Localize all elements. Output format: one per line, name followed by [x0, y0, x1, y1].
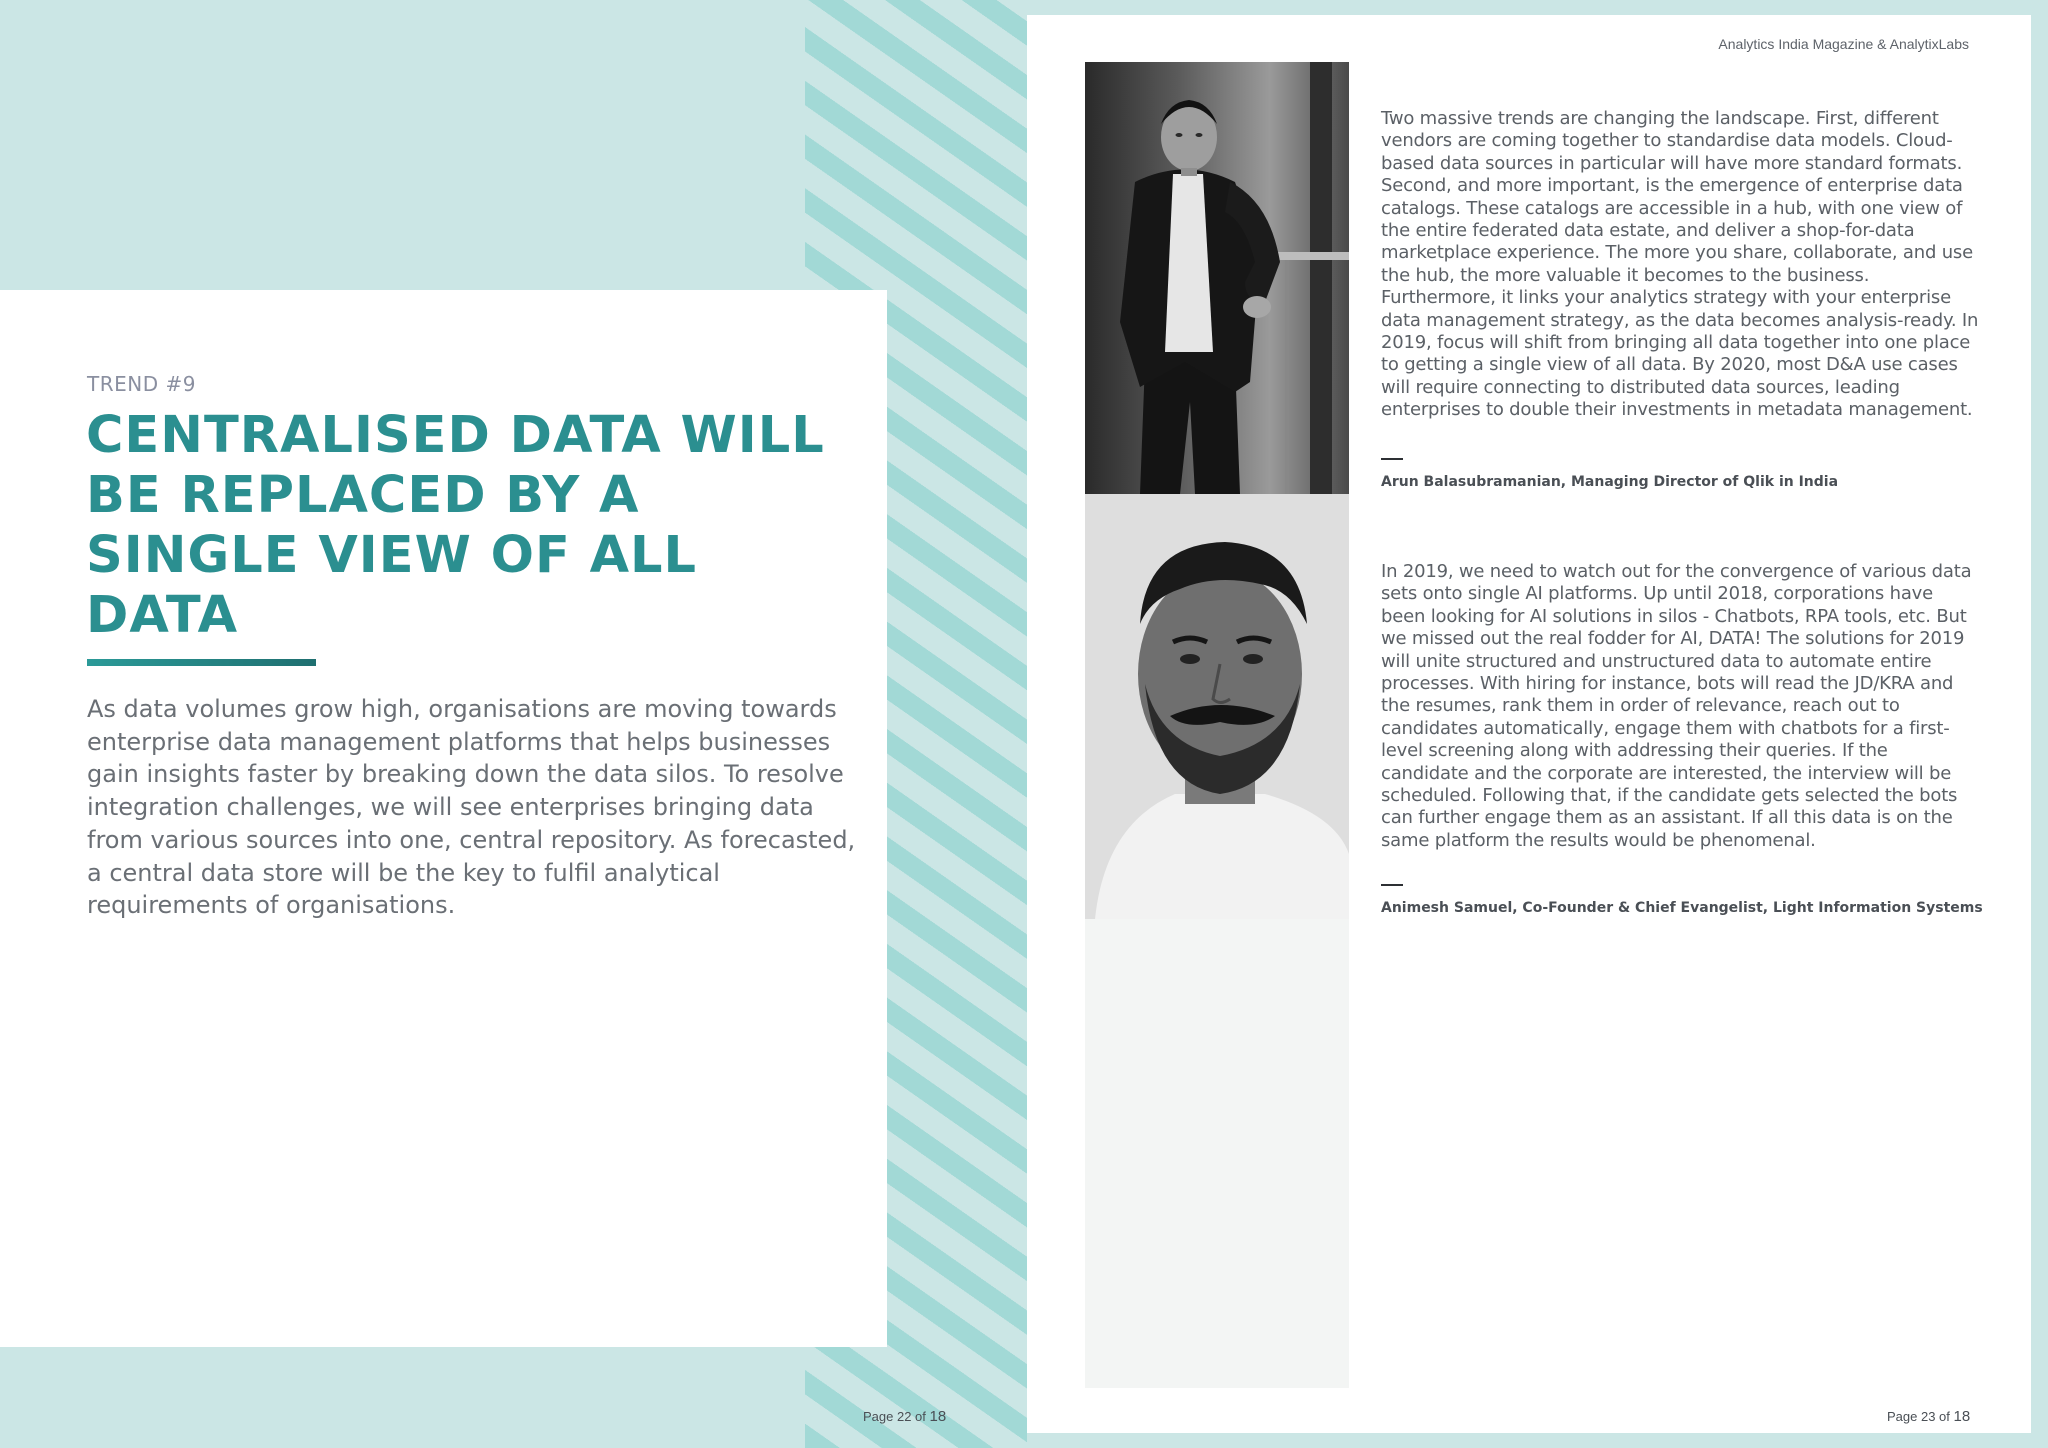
quote-dash: [1381, 458, 1403, 460]
right-page: [1027, 15, 2031, 1433]
page-number-total: 18: [929, 1408, 947, 1425]
quote-text: Two massive trends are changing the landscape. First, different vendors are coming together to standardise data models. Cloud-based data sources in particular will have more standard formats. Second, and more important, is the emergence of enterprise data catalogs. These catalogs are accessible in a hub, with one view of the entire federated data estate, and deliver a shop-for-data marketplace experience. The more you share, collaborate, and use the hub, the more valuable it becomes to the business. Furthermore, it links your analytics strategy with your enterprise data management strategy, as the data becomes analysis-ready. In 2019, focus will shift from bringing all data together into one place to getting a single view of all data. By 2020, most D&A use cases will require connecting to distributed data sources, leading enterprises to double their investments in metadata management.: [1381, 108, 1979, 421]
page-number-prefix: Page 23 of: [1887, 1409, 1950, 1424]
quote-attribution: Animesh Samuel, Co-Founder & Chief Evangelist, Light Information Systems: [1381, 900, 1983, 916]
trend-label: TREND #9: [87, 372, 196, 396]
headline-underline: [87, 659, 316, 666]
intro-paragraph: As data volumes grow high, organisations are moving towards enterprise data management platforms that helps businesses gain insights faster by breaking down the data silos. To resolve integration challenges, we will see enterprises bringing data from various sources into one, central repository. As forecasted, a central data store will be the key to fulfil analytical requirements of organisations.: [87, 695, 856, 920]
page-number-right: [1887, 1408, 1970, 1425]
quote-text: In 2019, we need to watch out for the convergence of various data sets onto single AI platforms. Up until 2018, corporations have been looking for AI solutions in silos - Chatbots, RPA tools, etc. But we missed out the real fodder for AI, DATA! The solutions for 2019 will unite structured and unstructured data to automate entire processes. With hiring for instance, bots will read the JD/KRA and the resumes, rank them in order of relevance, reach out to candidates automatically, engage them with chatbots for a first-level screening along with addressing their queries. If the candidate and the corporate are interested, the interview will be scheduled. Following that, if the candidate gets selected the bots can further engage them as an assistant. If all this data is on the same platform the results would be phenomenal.: [1381, 561, 1972, 851]
masthead: Analytics India Magazine & AnalytixLabs: [1718, 36, 1969, 52]
quote-dash: [1381, 884, 1403, 886]
portrait-2-illustration: [1085, 494, 1349, 919]
portrait-1-illustration: [1085, 62, 1349, 494]
portrait-photo-animesh: [1085, 494, 1349, 919]
quote-attribution: Arun Balasubramanian, Managing Director of Qlik in India: [1381, 474, 1839, 490]
page-title: CENTRALISED DATA WILL BE REPLACED BY A SINGLE VIEW OF ALL DATA: [86, 406, 825, 645]
portrait-photo-arun: [1085, 62, 1349, 494]
page-number-prefix: Page 22 of: [863, 1409, 926, 1424]
page-number-left: [863, 1408, 946, 1425]
page-number-total: 18: [1953, 1408, 1971, 1425]
